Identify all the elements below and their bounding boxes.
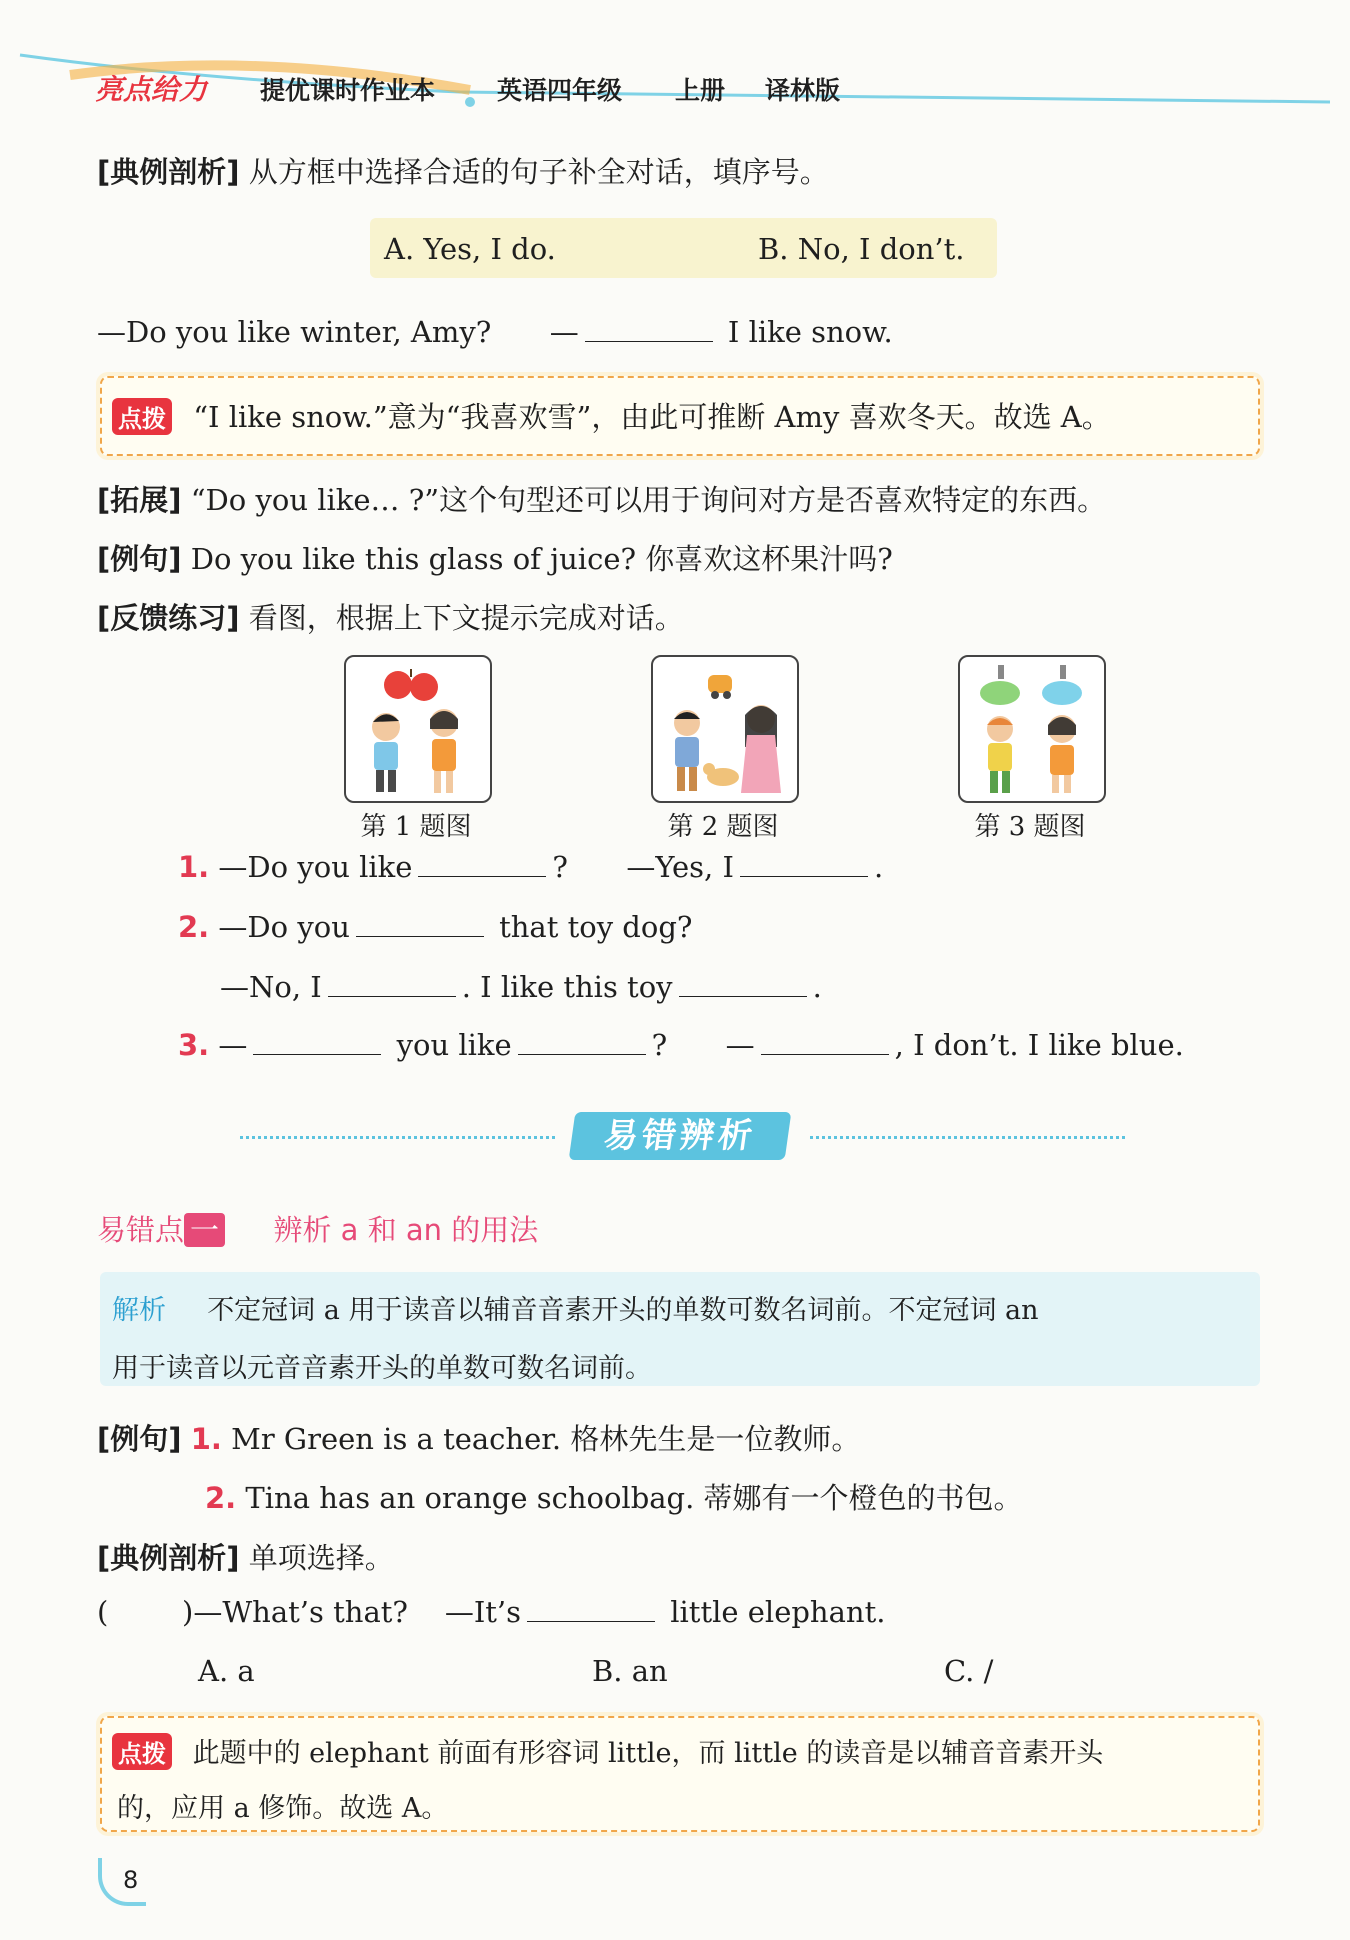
tip-tag: 点拨 <box>112 398 172 435</box>
dialogue-question: —Do you like winter, Amy? <box>97 315 492 349</box>
answer-blank[interactable] <box>518 1028 646 1055</box>
exercise-text: ? <box>552 850 568 884</box>
volume-label: 上册 <box>675 76 726 105</box>
answer-blank[interactable] <box>418 850 546 877</box>
option-a: A. Yes, I do. <box>384 232 556 266</box>
picture-caption-1: 第 1 题图 <box>360 812 472 842</box>
example-tag: [典例剖析] <box>97 155 240 189</box>
question-text: —What’s that? —It’s <box>193 1595 522 1629</box>
banner-dots-right <box>810 1136 1125 1139</box>
sample-2-line-1 <box>97 1417 860 1458</box>
exercise-text: ? <box>651 1028 668 1062</box>
error-point-number: 一 <box>184 1213 225 1247</box>
error-point-heading <box>97 1208 538 1249</box>
analysis-text: 不定冠词 a 用于读音以辅音音素开头的单数可数名词前。不定冠词 an <box>207 1295 1039 1326</box>
exercise-text: . <box>873 850 884 884</box>
exercise-number: 1. <box>178 850 210 884</box>
option-b: B. No, I don’t. <box>758 232 965 266</box>
exercise-text: — <box>218 1028 248 1062</box>
book-subtitle: 提优课时作业本 <box>260 76 436 105</box>
tip-2-line-1 <box>112 1731 1103 1770</box>
exercise-text: — <box>725 1028 755 1062</box>
exercise-text: —Do you like <box>218 850 413 884</box>
feedback-line <box>97 596 684 637</box>
toy-dog-kids-illustration <box>653 657 797 801</box>
exercise-text: —Yes, I <box>626 850 734 884</box>
edition-label: 译林版 <box>765 76 841 105</box>
sample-text: Tina has an orange schoolbag. 蒂娜有一个橙色的书包。 <box>245 1481 1023 1515</box>
header-bar <box>0 0 1350 120</box>
tip-tag: 点拨 <box>112 1733 172 1770</box>
feedback-text: 看图，根据上下文提示完成对话。 <box>248 601 684 635</box>
choice-question <box>97 1595 885 1629</box>
example-tag: [典例剖析] <box>97 1541 240 1575</box>
choice-c: C. / <box>944 1654 994 1688</box>
example-instruction: 从方框中选择合适的句子补全对话，填序号。 <box>248 155 829 189</box>
extension-tag: [拓展] <box>97 483 182 517</box>
answer-blank[interactable] <box>761 1028 889 1055</box>
exercise-2 <box>178 910 692 944</box>
banner-title: 易错辨析 <box>569 1112 792 1160</box>
answer-blank[interactable] <box>679 970 807 997</box>
sample-line <box>97 537 893 578</box>
tip-2-line-2: 的，应用 a 修饰。故选 A。 <box>117 1793 449 1824</box>
answer-blank[interactable] <box>527 1595 655 1622</box>
dialogue-line <box>97 315 893 349</box>
banner-dots-left <box>240 1136 555 1139</box>
exercise-number: 3. <box>178 1028 210 1062</box>
picture-1 <box>344 655 492 803</box>
exercise-text: you like <box>396 1028 512 1062</box>
error-point-label: 易错点 <box>97 1213 185 1247</box>
exercise-text: that toy dog? <box>499 910 693 944</box>
answer-blank[interactable] <box>585 315 713 342</box>
picture-caption-2: 第 2 题图 <box>667 812 779 842</box>
page-number-ornament <box>98 1858 146 1906</box>
answer-blank[interactable] <box>328 970 456 997</box>
answer-blank[interactable] <box>253 1028 381 1055</box>
exercise-3 <box>178 1028 1184 1062</box>
answer-blank[interactable] <box>740 850 868 877</box>
exercise-text: . I like this toy <box>461 970 673 1004</box>
choice-a: A. a <box>198 1654 255 1688</box>
extension-text: “Do you like… ?”这个句型还可以用于询问对方是否喜欢特定的东西。 <box>190 483 1107 517</box>
colors-kids-illustration <box>960 657 1104 801</box>
sample-text: Mr Green is a teacher. 格林先生是一位教师。 <box>231 1422 861 1456</box>
error-point-title: 辨析 a 和 an 的用法 <box>273 1213 539 1247</box>
answer-paren[interactable]: ( ) <box>97 1595 194 1629</box>
sample-tag: [例句] <box>97 542 182 576</box>
feedback-tag: [反馈练习] <box>97 601 240 635</box>
exercise-1 <box>178 850 883 884</box>
exercise-number: 2. <box>178 910 210 944</box>
tip-text: “I like snow.”意为“我喜欢雪”，由此可推断 Amy 喜欢冬天。故选 A。 <box>193 400 1111 434</box>
sample-number: 2. <box>205 1481 237 1515</box>
exercise-text: —Do you <box>218 910 350 944</box>
example-analysis-line <box>97 150 829 191</box>
brand-logo: 亮点给力 <box>95 73 208 106</box>
page-number: 8 <box>123 1866 139 1894</box>
analysis-line-1 <box>112 1288 1039 1327</box>
sample-number: 1. <box>190 1422 222 1456</box>
sample-text: Do you like this glass of juice? 你喜欢这杯果汁吗? <box>190 542 893 576</box>
apples-kids-illustration <box>346 657 490 801</box>
exercise-text: , I don’t. I like blue. <box>894 1028 1184 1062</box>
picture-caption-3: 第 3 题图 <box>974 812 1086 842</box>
dialogue-answer-suffix: I like snow. <box>727 315 893 349</box>
analysis-line-2: 用于读音以元音音素开头的单数可数名词前。 <box>112 1353 652 1384</box>
choice-b: B. an <box>592 1654 668 1688</box>
example-instruction: 单项选择。 <box>248 1541 394 1575</box>
analysis-tag: 解析 <box>112 1295 166 1326</box>
example-analysis-line-2 <box>97 1536 394 1577</box>
exercise-text: . <box>812 970 822 1004</box>
picture-3 <box>958 655 1106 803</box>
tip-text: 此题中的 elephant 前面有形容词 little，而 little 的读音是以辅音音素开头 <box>192 1738 1104 1769</box>
sample-tag: [例句] <box>97 1422 182 1456</box>
tip-line-1 <box>112 395 1111 436</box>
exercise-text: —No, I <box>220 970 322 1004</box>
picture-2 <box>651 655 799 803</box>
question-text: little elephant. <box>670 1595 886 1629</box>
dialogue-answer-prefix: — <box>549 315 579 349</box>
sample-2-line-2 <box>205 1476 1023 1517</box>
answer-blank[interactable] <box>356 910 484 937</box>
extension-line <box>97 478 1106 519</box>
exercise-2-answer <box>220 970 822 1004</box>
course-title: 英语四年级 <box>497 76 623 105</box>
